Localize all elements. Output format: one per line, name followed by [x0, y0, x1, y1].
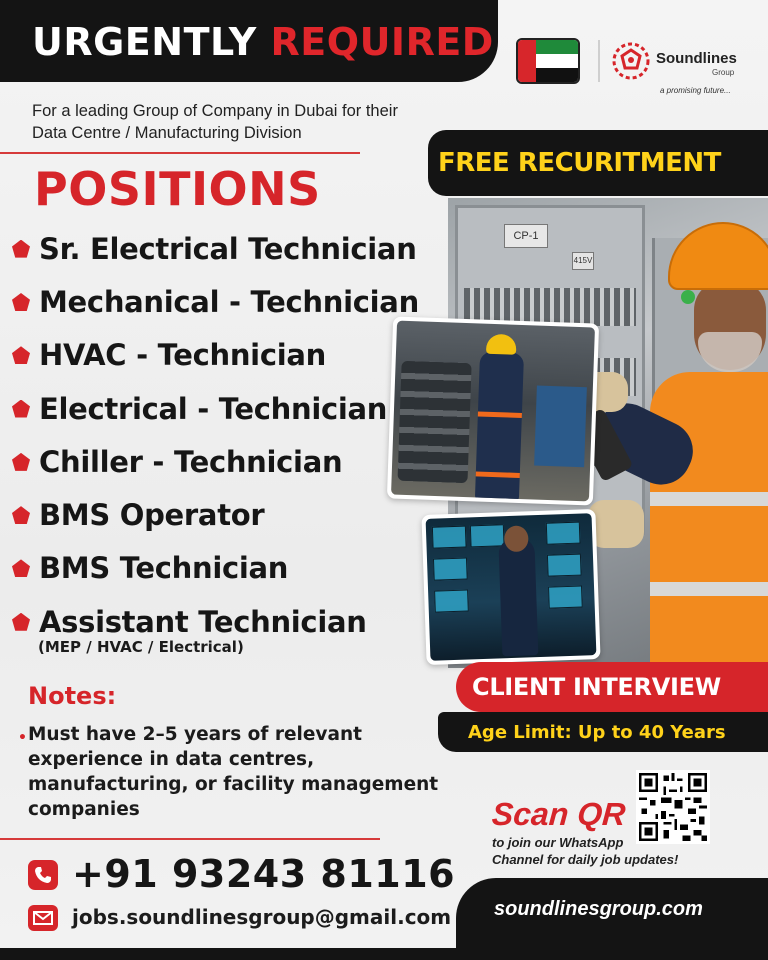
- red-divider: [0, 152, 360, 154]
- footer-line: [0, 948, 768, 960]
- website-link[interactable]: soundlinesgroup.com: [494, 898, 703, 920]
- qr-code-icon[interactable]: [636, 770, 710, 844]
- client-interview-banner: [456, 662, 768, 712]
- pentagon-bullet-icon: [12, 400, 30, 418]
- intro-text: [32, 100, 482, 144]
- position-label: HVAC - Technician: [39, 338, 326, 373]
- pentagon-bullet-icon: [12, 346, 30, 364]
- brand-group: Group: [712, 68, 735, 77]
- pentagon-bullet-icon: [12, 293, 30, 311]
- position-label: Chiller - Technician: [39, 444, 343, 479]
- scan-qr-heading: Scan QR: [490, 796, 627, 832]
- red-divider: [0, 838, 380, 840]
- positions-list: [12, 222, 442, 648]
- position-sub-note: (MEP / HVAC / Electrical): [38, 638, 244, 656]
- free-recruitment-banner: [428, 130, 768, 196]
- technician-photo: [590, 222, 768, 662]
- panel-label: CP-1: [504, 224, 548, 248]
- brand-tagline: a promising future...: [660, 86, 731, 95]
- position-label: Electrical - Technician: [39, 391, 388, 426]
- position-label: Mechanical - Technician: [39, 284, 419, 319]
- pentagon-bullet-icon: [12, 506, 30, 524]
- notes-heading: Notes:: [28, 682, 117, 710]
- email-link[interactable]: jobs.soundlinesgroup@gmail.com: [72, 905, 452, 929]
- list-item: [12, 222, 442, 275]
- list-item: [12, 488, 442, 541]
- position-label: BMS Operator: [39, 498, 265, 533]
- notes-body: [18, 722, 478, 822]
- header-band: [0, 0, 498, 82]
- title-required: REQUIRED: [270, 20, 494, 64]
- phone-number[interactable]: +91 93243 81116: [72, 852, 456, 896]
- mail-icon: [28, 905, 58, 931]
- list-item: [12, 542, 442, 595]
- page-title: [32, 20, 494, 64]
- pentagon-bullet-icon: [12, 240, 30, 258]
- free-recruitment-text: FREE RECURITMENT: [438, 148, 721, 178]
- list-item: [12, 382, 442, 435]
- intro-line-1: For a leading Group of Company in Dubai for their: [32, 102, 398, 120]
- intro-line-2: Data Centre / Manufacturing Division: [32, 124, 302, 142]
- scan-line-2: Channel for daily job updates!: [492, 852, 679, 867]
- positions-heading: POSITIONS: [34, 162, 321, 216]
- age-limit-banner: [438, 712, 768, 752]
- client-interview-text: CLIENT INTERVIEW: [472, 673, 721, 701]
- list-item: [12, 435, 442, 488]
- age-limit-text: Age Limit: Up to 40 Years: [468, 722, 726, 743]
- pentagon-bullet-icon: [12, 453, 30, 471]
- phone-icon: [28, 860, 58, 890]
- brand-name: Soundlines: [656, 50, 737, 67]
- pentagon-bullet-icon: [12, 613, 30, 631]
- hard-hat-icon: [668, 222, 768, 290]
- list-item: [12, 275, 442, 328]
- voltage-label: 415V: [572, 252, 594, 270]
- soundlines-logo-icon: [610, 40, 652, 82]
- position-label: BMS Technician: [39, 551, 289, 586]
- uae-flag-icon: [516, 38, 580, 84]
- scan-line-1: to join our WhatsApp: [492, 835, 624, 850]
- divider: [598, 40, 600, 82]
- position-label: Sr. Electrical Technician: [39, 231, 417, 266]
- title-urgently: URGENTLY: [32, 20, 257, 64]
- pentagon-bullet-icon: [12, 559, 30, 577]
- list-item: [12, 329, 442, 382]
- inset-photo-control-room: [421, 509, 600, 665]
- notes-text: Must have 2–5 years of relevant experience in data centres, manufacturing, or facility management companies: [28, 724, 439, 820]
- position-label: Assistant Technician: [39, 604, 367, 639]
- bullet-icon: •: [18, 730, 27, 746]
